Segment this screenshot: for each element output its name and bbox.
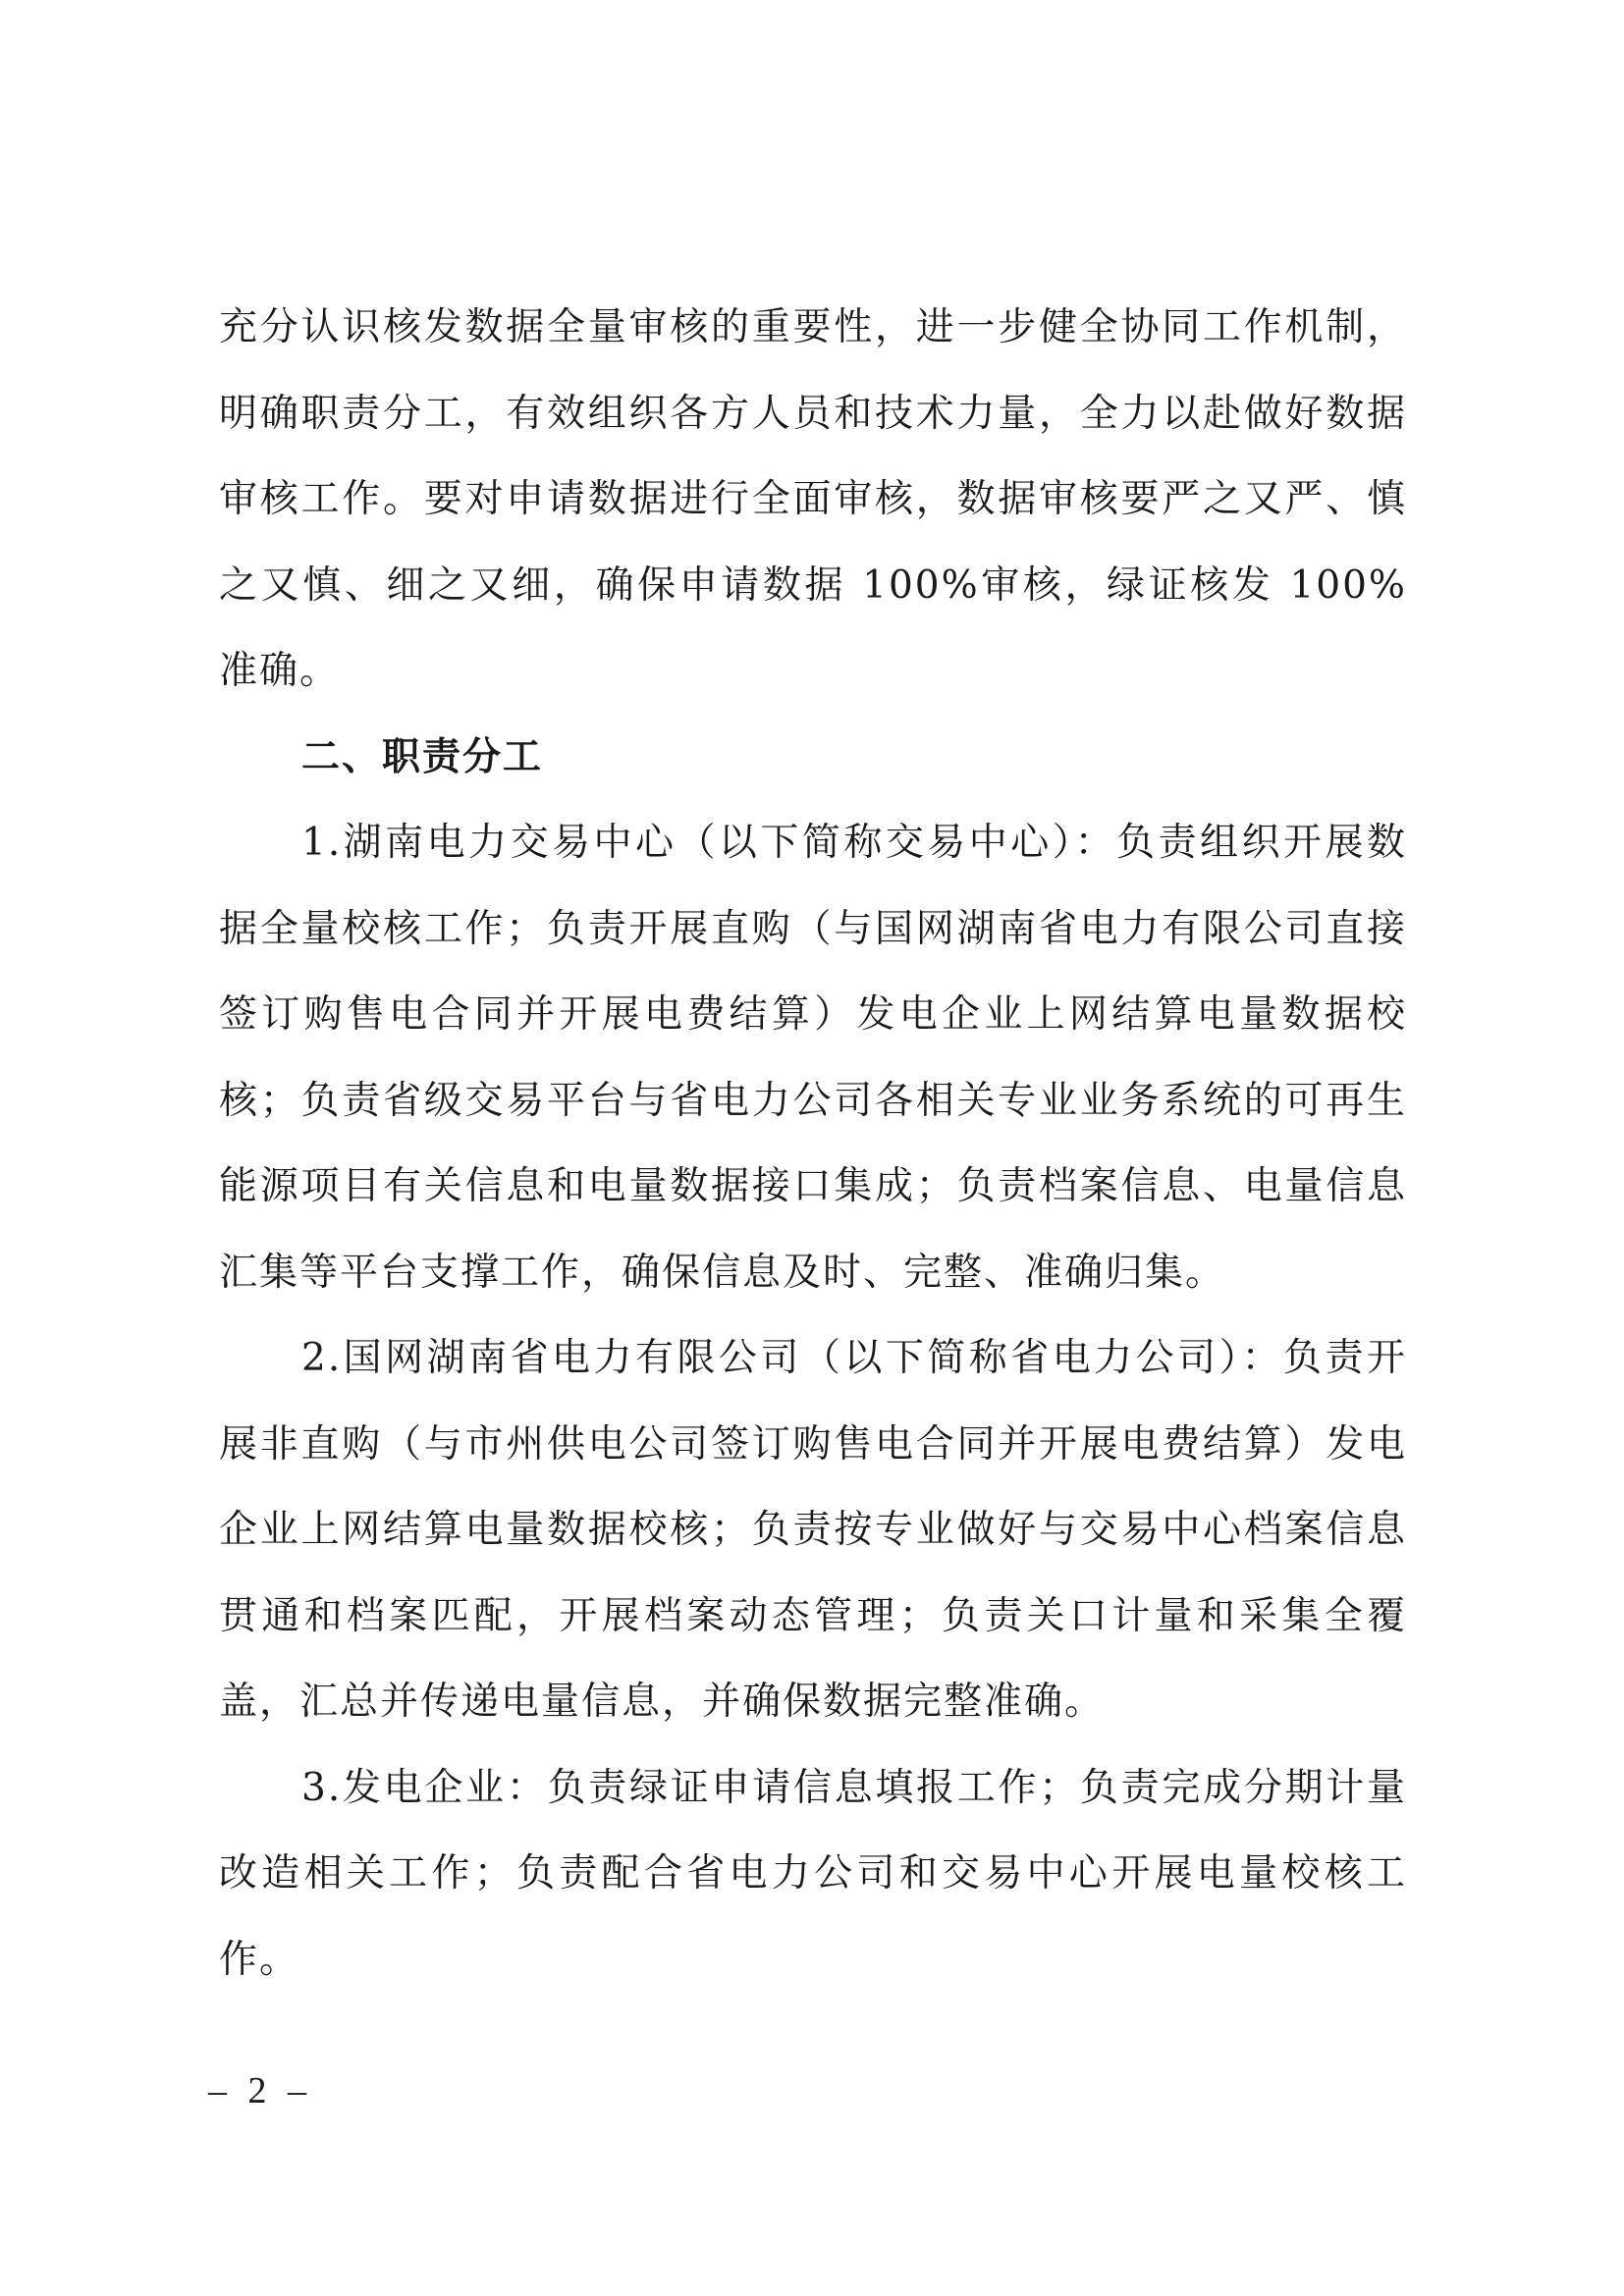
duty-item-1: 1.湖南电力交易中心（以下简称交易中心）：负责组织开展数据全量校核工作；负责开展直购（与国网湖南省电力有限公司直接签订购售电合同并开展电费结算）发电企业上网结算电量数据校核；负责省级交易平台与省电力公司各相关专业业务系统的可再生能源项目有关信息和电量数据接口集成；负责档案信息、电量信息汇集等平台支撑工作，确保信息及时、完整、准确归集。 xyxy=(219,821,1407,1295)
intro-paragraph: 充分认识核发数据全量审核的重要性，进一步健全协同工作机制，明确职责分工，有效组织各方人员和技术力量，全力以赴做好数据审核工作。要对申请数据进行全面审核，数据审核要严之又严、慎之又慎、细之又细，确保申请数据 100%审核，绿证核发 100%准确。 xyxy=(219,305,1407,693)
section-heading: 二、职责分工 xyxy=(301,734,544,779)
page-number: – 2 – xyxy=(208,2070,312,2111)
body-text xyxy=(219,285,1407,2002)
duty-item-2: 2.国网湖南省电力有限公司（以下简称省电力公司）：负责开展非直购（与市州供电公司签订购售电合同并开展电费结算）发电企业上网结算电量数据校核；负责按专业做好与交易中心档案信息贯通和档案匹配，开展档案动态管理；负责关口计量和采集全覆盖，汇总并传递电量信息，并确保数据完整准确。 xyxy=(219,1336,1407,1724)
duty-item-3: 3.发电企业：负责绿证申请信息填报工作；负责完成分期计量改造相关工作；负责配合省电力公司和交易中心开展电量校核工作。 xyxy=(219,1765,1407,1982)
